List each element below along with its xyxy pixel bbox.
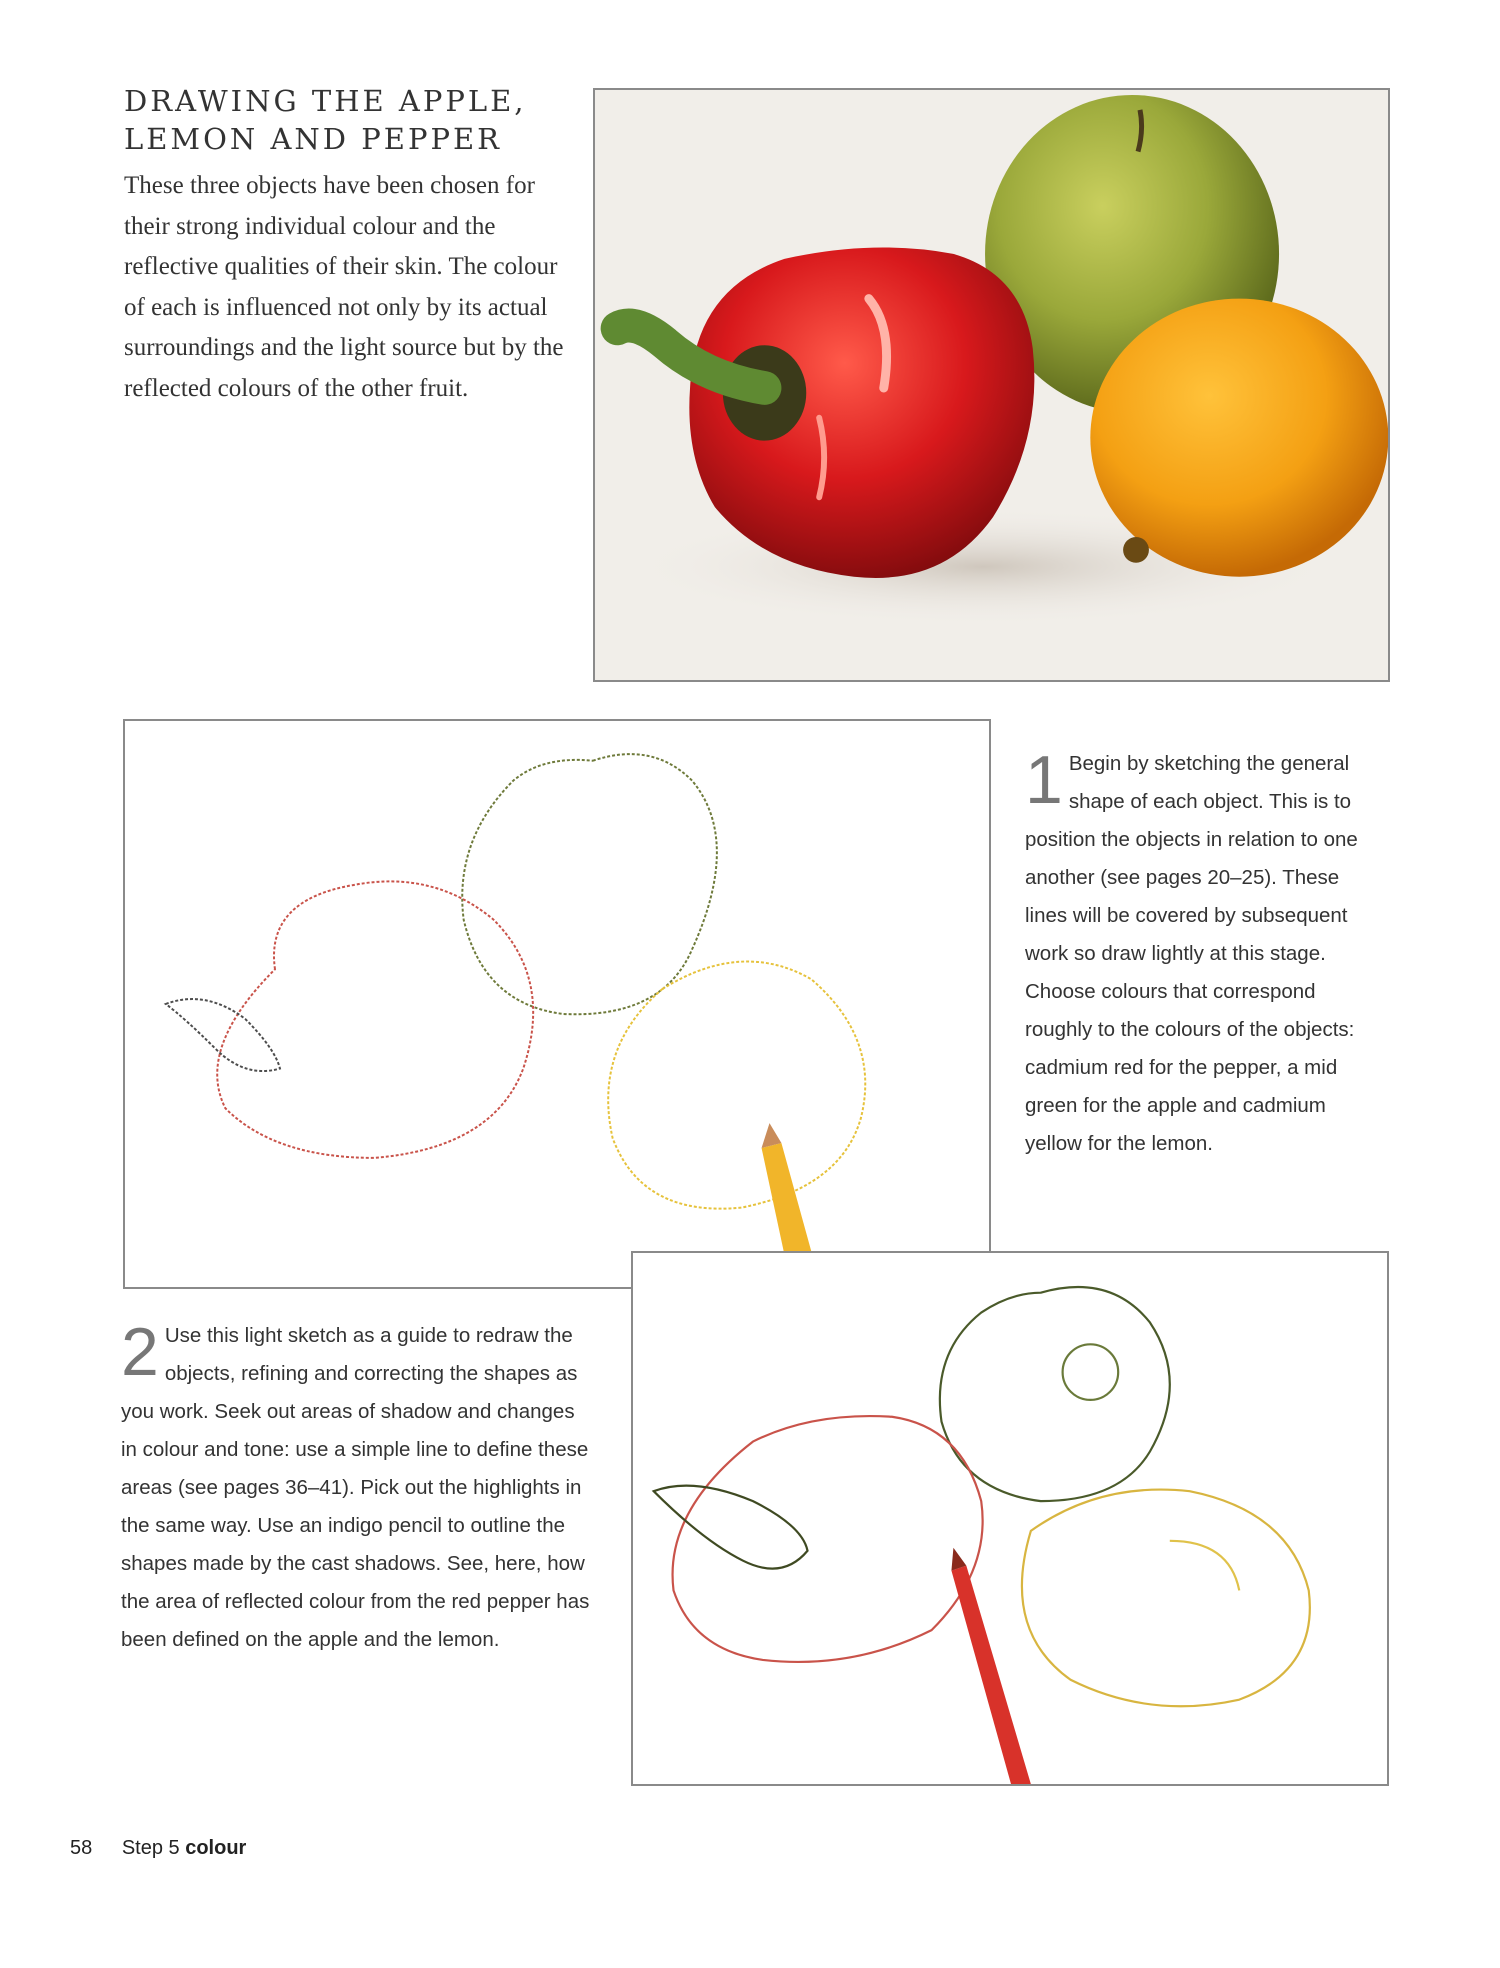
step-2-body: Use this light sketch as a guide to redraw the objects, refining and correcting the shapes as you work. Seek out areas of shadow and changes in colour and tone: use a simple line to define these areas (see pages 36–41). Pick out the highlights in the same way. Use an indigo pencil to outline the shapes made by the cast shadows. See, here, how the area of reflected colour from the red pepper has been defined on the apple and the lemon. bbox=[121, 1324, 590, 1651]
pepper-outline bbox=[217, 881, 533, 1158]
apple-outline bbox=[462, 754, 717, 1014]
pepper-outline bbox=[673, 1416, 983, 1662]
sketch-stage-1 bbox=[123, 719, 991, 1289]
step-2-number: 2 bbox=[121, 1314, 159, 1390]
step-1-number: 1 bbox=[1025, 742, 1063, 818]
lemon-tip bbox=[1123, 537, 1149, 563]
apple-highlight-outline bbox=[1063, 1344, 1119, 1400]
page-number: 58 bbox=[70, 1837, 93, 1859]
lemon-highlight-outline bbox=[1170, 1541, 1239, 1591]
page-heading bbox=[124, 82, 564, 158]
heading-line-2: LEMON AND PEPPER bbox=[124, 122, 502, 156]
pepper-stem-outline bbox=[166, 999, 280, 1071]
intro-paragraph: These three objects have been chosen for their strong individual colour and the reflective qualities of their skin. The colour of each is influenced not only by its actual surroundings and the light source but by the reflected colours of the other fruit. bbox=[124, 172, 564, 402]
pepper-stem-outline bbox=[654, 1486, 808, 1569]
step-1-body: Begin by sketching the general shape of each object. This is to position the objects in relation to one another (see pages 20–25). These lines will be covered by subsequent work so draw lightly at this stage. Choose colours that correspond roughly to the colours of the objects: cadmium red for the pepper, a mid green for the apple and cadmium yellow for the lemon. bbox=[1025, 752, 1358, 1155]
sketch-2-illustration bbox=[633, 1253, 1387, 1784]
page-footer bbox=[70, 1837, 246, 1860]
lemon-outline bbox=[1022, 1490, 1310, 1707]
step-1-text bbox=[1025, 742, 1380, 1163]
footer-section: colour bbox=[185, 1837, 247, 1859]
sketch-stage-2 bbox=[631, 1251, 1389, 1786]
sketch-1-illustration bbox=[125, 721, 989, 1287]
red-pencil bbox=[951, 1566, 1030, 1784]
heading-line-1: DRAWING THE APPLE, bbox=[124, 84, 527, 118]
lemon-shape bbox=[1090, 299, 1388, 577]
still-life-photo bbox=[593, 88, 1390, 682]
footer-step-label: Step 5 bbox=[121, 1837, 180, 1859]
still-life-illustration bbox=[595, 90, 1388, 680]
apple-outline bbox=[940, 1287, 1170, 1501]
step-2-text bbox=[121, 1314, 591, 1659]
